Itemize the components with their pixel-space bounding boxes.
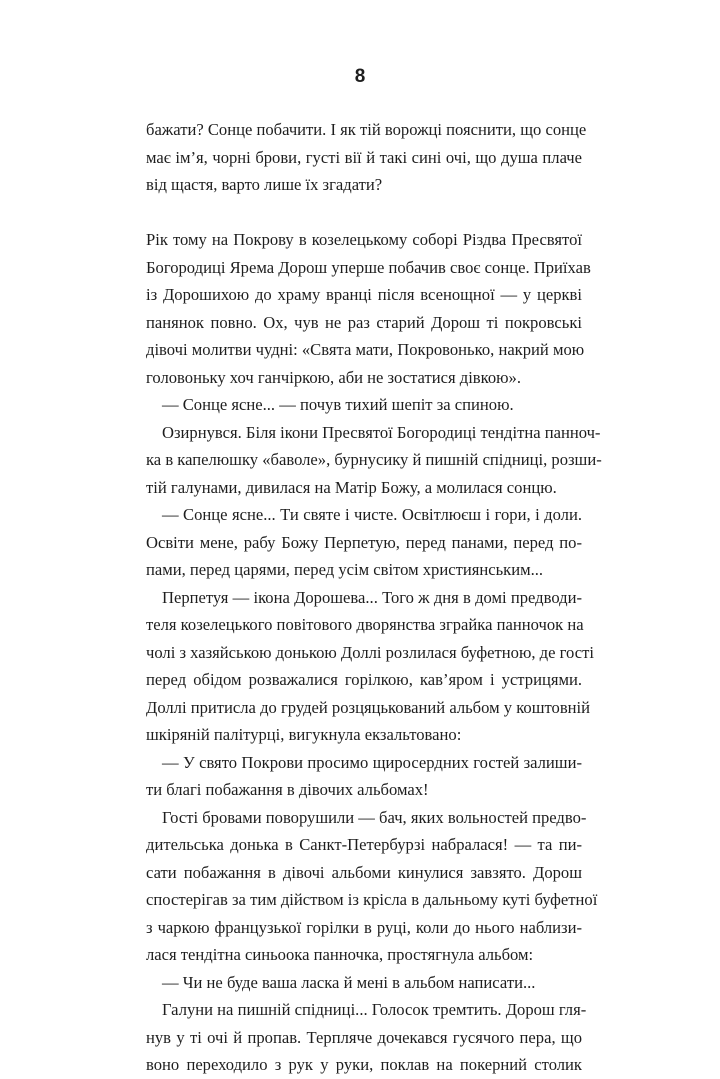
text-line: спостерігав за тим дійством із крісла в дальньому куті буфетної — [146, 890, 598, 909]
text-line: дівочі молитви чудні: «Свята мати, Покровонько, накрий мою — [146, 340, 585, 359]
text-line: Озирнувся. Біля ікони Пресвятої Богородиці тендітна панноч- — [162, 422, 601, 442]
text-line: воно переходило з рук у руки, поклав на покерний столик — [146, 1055, 582, 1074]
text-line: із Дорошихою до храму вранці після всенощної — у церкві — [146, 285, 582, 304]
paragraph — [146, 391, 582, 419]
page-text — [146, 116, 602, 1079]
page-number: 8 — [354, 66, 366, 87]
text-line: шкіряній палітурці, вигукнула екзальтовано: — [146, 725, 462, 744]
text-line: лася тендітна синьоока панночка, простягнула альбом: — [146, 945, 534, 964]
text-line: ка в капелюшку «баволе», бурнусику й пишній спідниці, розши- — [146, 450, 602, 469]
text-line: Галуни на пишній спідниці... Голосок тремтить. Дорош гля- — [162, 1000, 587, 1019]
text-line: панянок повно. Ох, чув не раз старий Дорош ті покровські — [146, 312, 582, 332]
text-line: сати побажання в дівочі альбоми кинулися завзято. Дорош — [146, 862, 582, 882]
paragraph — [146, 226, 591, 391]
text-line: — У свято Покрови просимо щиросердних гостей залиши- — [162, 752, 582, 772]
paragraph-gap — [146, 199, 582, 227]
text-line: чолі з хазяйською донькою Доллі розлилася буфетною, де гості — [146, 642, 594, 662]
text-line: Богородиці Ярема Дорош уперше побачив своє сонце. Приїхав — [146, 257, 591, 277]
text-line: Гості бровами поворушили — бач, яких вольностей предво- — [162, 807, 587, 827]
paragraph — [146, 584, 594, 749]
text-line: бажати? Сонце побачити. І як тій ворожці пояснити, що сонце — [146, 120, 587, 139]
paragraph — [146, 419, 602, 502]
paragraph — [146, 996, 587, 1079]
paragraph — [146, 969, 582, 997]
text-line: з чаркою французької горілки в руці, коли до нього наблизи- — [146, 917, 582, 937]
text-line: перед обідом розважалися горілкою, кав’яром і устрицями. — [146, 670, 582, 689]
text-line: нув у ті очі й пропав. Терпляче дочекався гусячого пера, що — [146, 1027, 582, 1047]
text-line: — Сонце ясне... — почув тихий шепіт за спиною. — [162, 395, 514, 414]
text-line: Рік тому на Покрову в козелецькому соборі Різдва Пресвятої — [146, 230, 582, 249]
text-line: від щастя, варто лише їх згадати? — [146, 175, 383, 194]
text-line: Освіти мене, рабу Божу Перпетую, перед панами, перед по- — [146, 532, 582, 552]
paragraph — [146, 501, 582, 584]
text-line: Доллі притисла до грудей розцяцькований альбом у коштовній — [146, 697, 591, 717]
text-line: — Сонце ясне... Ти святе і чисте. Освітлюєш і гори, і доли. — [162, 505, 582, 524]
text-line: має ім’я, чорні брови, густі вії й такі сині очі, що душа плаче — [146, 147, 582, 167]
paragraph — [146, 116, 587, 199]
text-line: — Чи не буде ваша ласка й мені в альбом написати... — [162, 972, 536, 992]
text-line: дительська донька в Санкт-Петербурзі набралася! — та пи- — [146, 835, 582, 854]
text-line: теля козелецького повітового дворянства зграйка панночок на — [146, 615, 584, 634]
text-line: головоньку хоч ганчіркою, аби не зостатися дівкою». — [146, 367, 522, 387]
text-line: пами, перед царями, перед усім світом християнським... — [146, 560, 544, 579]
text-line: ти благі побажання в дівочих альбомах! — [146, 780, 429, 799]
text-line: Перпетуя — ікона Дорошева... Того ж дня в домі предводи- — [162, 587, 582, 607]
paragraph — [146, 749, 582, 804]
paragraph — [146, 804, 598, 969]
text-line: тій галунами, дивилася на Матір Божу, а молилася сонцю. — [146, 477, 557, 497]
